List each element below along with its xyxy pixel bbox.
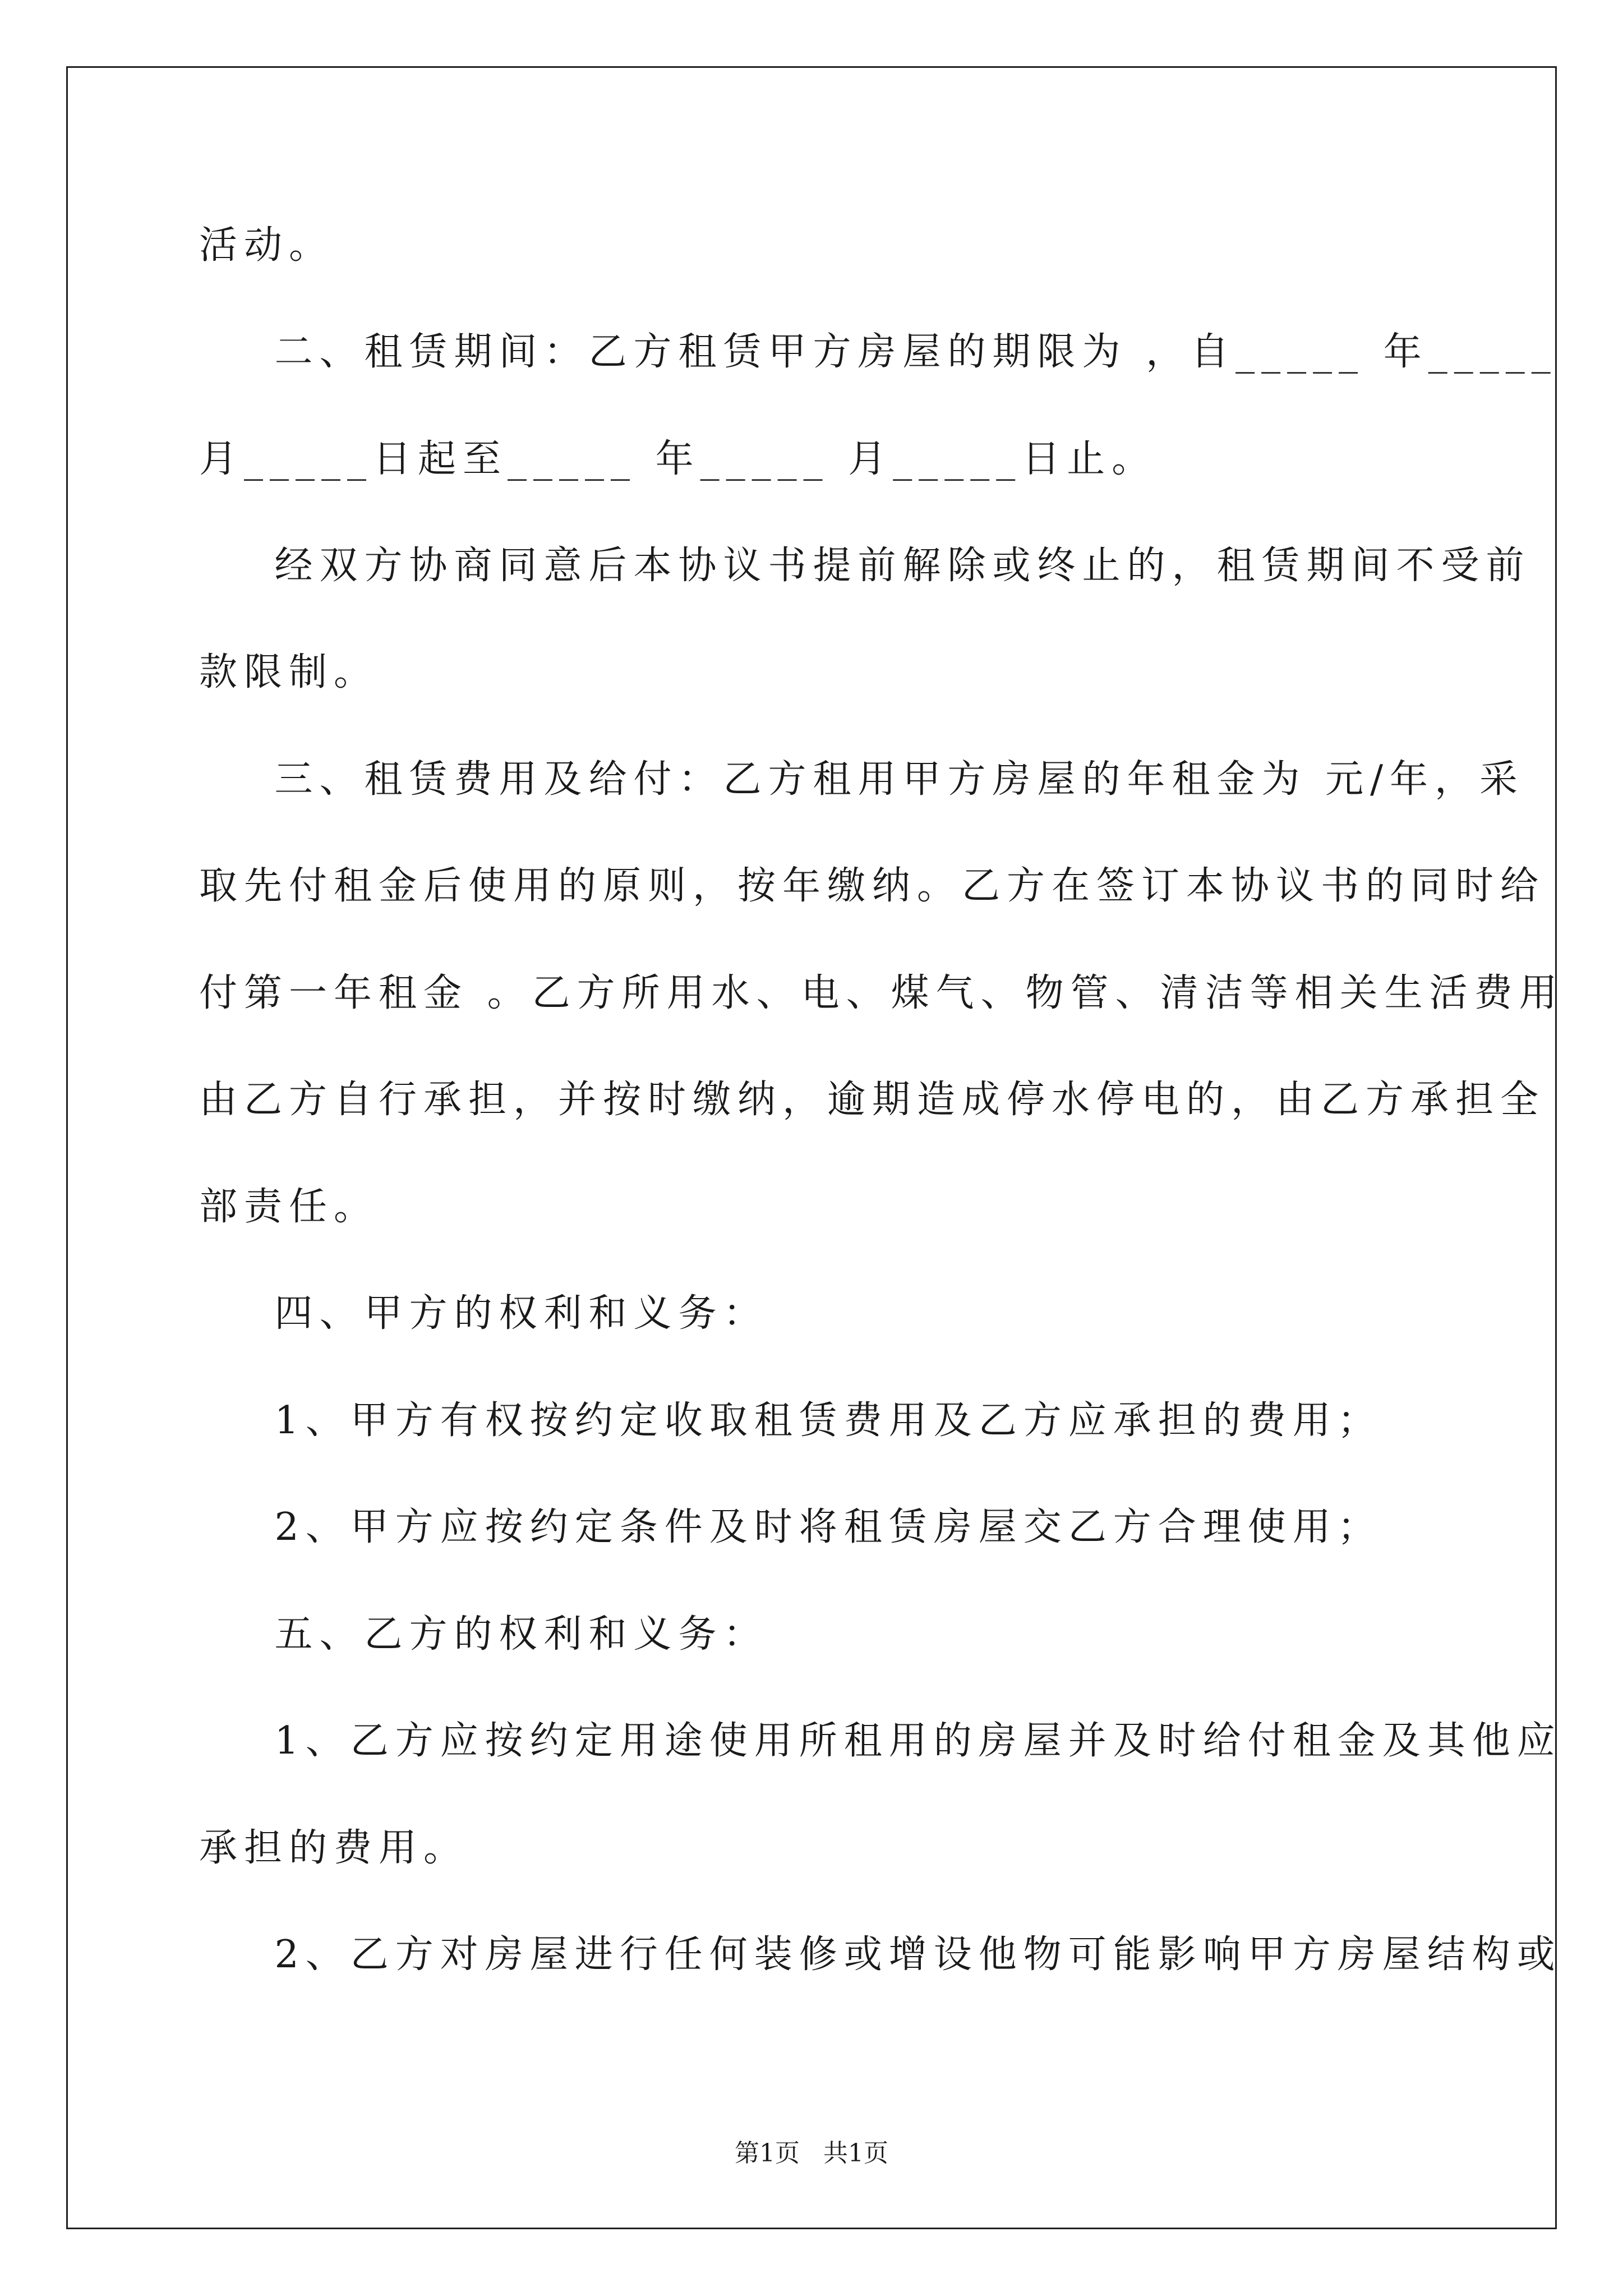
page-border (66, 66, 1557, 2229)
text-line: 1、甲方有权按约定收取租赁费用及乙方应承担的费用； (199, 1398, 1382, 1443)
text-line: 款限制。 (199, 650, 379, 694)
text-line: 由乙方自行承担，并按时缴纳，逾期造成停水停电的，由乙方承担全 (199, 1078, 1546, 1122)
text-line: 部责任。 (199, 1185, 379, 1229)
text-line: 二、租赁期间：乙方租赁甲方房屋的期限为 ，自_____ 年_____ (199, 330, 1557, 374)
text-line: 经双方协商同意后本协议书提前解除或终止的，租赁期间不受前 (199, 544, 1531, 588)
text-line: 月_____日起至_____ 年_____ 月_____日止。 (199, 437, 1157, 481)
text-line: 1、乙方应按约定用途使用所租用的房屋并及时给付租金及其他应 (199, 1719, 1562, 1763)
text-line: 承担的费用。 (199, 1826, 469, 1870)
text-line: 付第一年租金 。乙方所用水、电、煤气、物管、清洁等相关生活费用 (199, 971, 1564, 1015)
text-line: 活动。 (199, 223, 334, 268)
text-line: 2、乙方对房屋进行任何装修或增设他物可能影响甲方房屋结构或 (199, 1932, 1562, 1977)
text-line: 三、租赁费用及给付：乙方租用甲方房屋的年租金为 元/年，采 (199, 757, 1524, 802)
text-line: 四、甲方的权利和义务： (199, 1291, 768, 1336)
page-number: 第1页 共1页 (735, 2139, 888, 2168)
text-line: 取先付租金后使用的原则，按年缴纳。乙方在签订本协议书的同时给 (199, 864, 1546, 908)
text-line: 五、乙方的权利和义务： (199, 1612, 768, 1657)
text-line: 2、甲方应按约定条件及时将租赁房屋交乙方合理使用； (199, 1505, 1382, 1549)
